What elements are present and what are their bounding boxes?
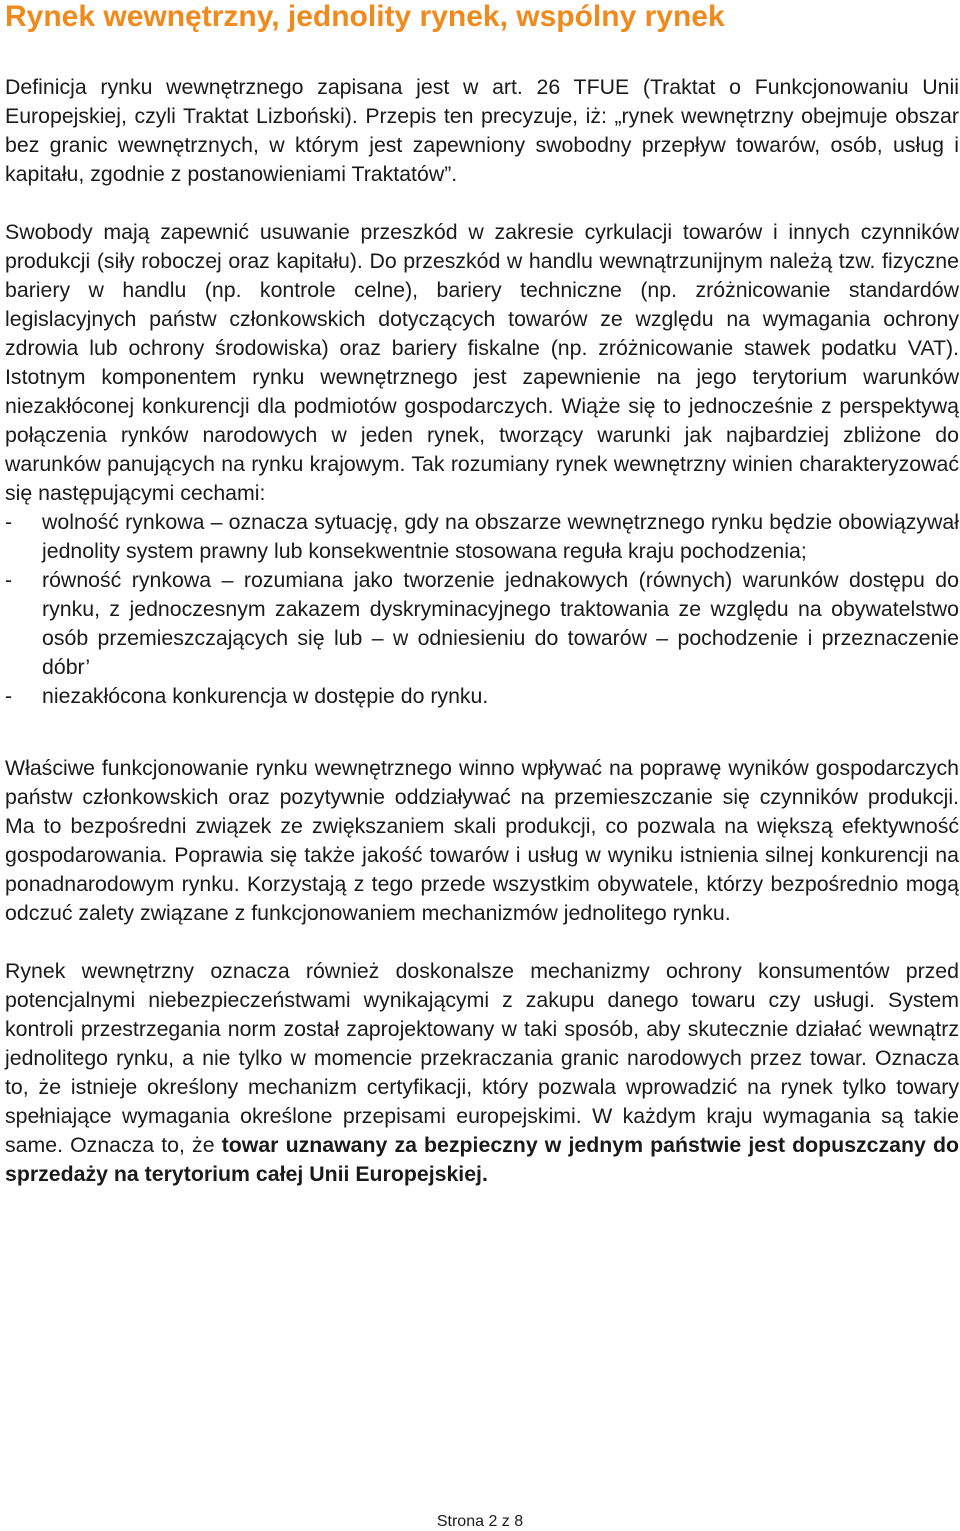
list-marker: - [5, 510, 13, 534]
features-list [5, 508, 959, 711]
paragraph-bold-text: towar uznawany za bezpieczny w jednym państwie jest dopuszczany do sprzedaży na terytorium całej Unii Europejskiej. [5, 1133, 959, 1186]
document-page [5, 0, 959, 1189]
list-item [5, 682, 959, 711]
paragraph-benefits: Właściwe funkcjonowanie rynku wewnętrznego winno wpływać na poprawę wyników gospodarczych państw członkowskich oraz pozytywnie oddziaływać na przemieszczanie się czynników produkcji. Ma to bezpośredni związek ze zwiększaniem skali produkcji, co pozwala na większą efektywność gospodarowania. Poprawia się także jakość towarów i usług w wyniku istnienia silnej konkurencji na ponadnarodowym rynku. Korzystają z tego przede wszystkim obywatele, którzy bezpośrednio mogą odczuć zalety związane z funkcjonowaniem mechanizmów jednolitego rynku. [5, 756, 959, 925]
list-item-text: niezakłócona konkurencja w dostępie do rynku. [42, 684, 489, 708]
paragraph-plain-text: Rynek wewnętrzny oznacza również doskonalsze mechanizmy ochrony konsumentów przed potencjalnymi niebezpieczeństwami wynikającymi z zakupu danego towaru czy usługi. System kontroli przestrzegania norm został zaprojektowany w taki sposób, aby skutecznie działać wewnątrz jednolitego rynku, a nie tylko w momencie przekraczania granic narodowych przez towar. Oznacza to, że istnieje określony mechanizm certyfikacji, który pozwala wprowadzić na rynek tylko towary spełniające wymagania określone przepisami europejskimi. W każdym kraju wymagania są takie same. Oznacza to, że [5, 959, 959, 1157]
paragraph-consumer-protection [5, 957, 959, 1189]
paragraph-freedoms: Swobody mają zapewnić usuwanie przeszkód w zakresie cyrkulacji towarów i innych czynników produkcji (siły roboczej oraz kapitału). Do przeszkód w handlu wewnątrzunijnym należą tzw. fizyczne bariery w handlu (np. kontrole celne), bariery techniczne (np. zróżnicowanie standardów legislacyjnych państw członkowskich dotyczących towarów ze względu na wymagania ochrony zdrowia lub ochrony środowiska) oraz bariery fiskalne (np. zróżnicowanie stawek podatku VAT). Istotnym komponentem rynku wewnętrznego jest zapewnienie na jego terytorium warunków niezakłóconej konkurencji dla podmiotów gospodarczych. Wiąże się to jednocześnie z perspektywą połączenia rynków narodowych w jeden rynek, tworzący warunki jak najbardziej zbliżone do warunków panujących na rynku krajowym. Tak rozumiany rynek wewnętrzny winien charakteryzować się następującymi cechami: [5, 220, 959, 505]
list-item-text: wolność rynkowa – oznacza sytuację, gdy na obszarze wewnętrznego rynku będzie obowiązywał jednolity system prawny lub konsekwentnie stosowana reguła kraju pochodzenia; [42, 510, 959, 563]
list-item-text: równość rynkowa – rozumiana jako tworzenie jednakowych (równych) warunków dostępu do rynku, z jednoczesnym zakazem dyskryminacyjnego traktowania ze względu na obywatelstwo osób przemieszczających się lub – w odniesieniu do towarów – pochodzenie i przeznaczenie dóbr’ [42, 568, 959, 679]
list-item [5, 566, 959, 682]
paragraph-definition: Definicja rynku wewnętrznego zapisana jest w art. 26 TFUE (Traktat o Funkcjonowaniu Unii Europejskiej, czyli Traktat Lizboński). Przepis ten precyzuje, iż: „rynek wewnętrzny obejmuje obszar bez granic wewnętrznych, w którym jest zapewniony swobodny przepływ towarów, osób, usług i kapitału, zgodnie z postanowieniami Traktatów”. [5, 75, 959, 186]
list-marker: - [5, 684, 13, 708]
list-marker: - [5, 568, 13, 592]
list-item [5, 508, 959, 566]
page-number-footer: Strona 2 z 8 [436, 1513, 524, 1530]
page-title: Rynek wewnętrzny, jednolity rynek, wspólny rynek [5, 0, 725, 33]
